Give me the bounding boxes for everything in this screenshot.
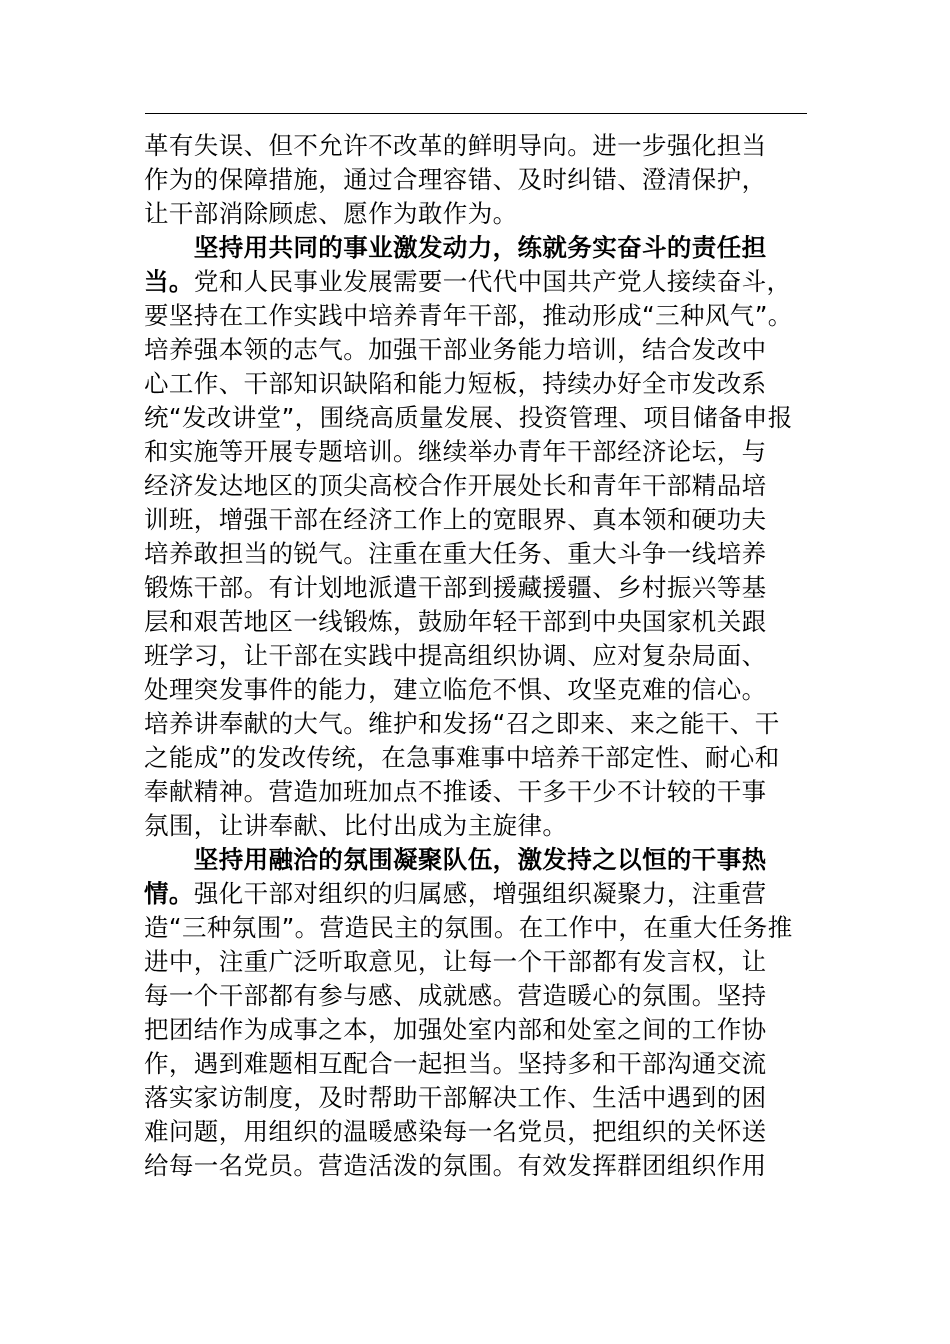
text-line [144, 503, 824, 537]
text-line [144, 1081, 824, 1115]
text-line [144, 945, 824, 979]
text-line [144, 707, 824, 741]
text-line [144, 741, 824, 775]
text-run: 奉献精神。营造加班加点不推诿、干多干少不计较的干事 [144, 777, 767, 806]
text-line [144, 1047, 824, 1081]
text-run: 心工作、干部知识缺陷和能力短板，持续办好全市发改系 [144, 369, 767, 398]
text-line [144, 265, 824, 299]
text-run: 培养强本领的志气。加强干部业务能力培训，结合发改中 [144, 335, 767, 364]
text-run: 氛围，让讲奉献、比付出成为主旋律。 [144, 811, 568, 840]
text-line [144, 367, 824, 401]
bold-heading-run: 情。 [144, 879, 194, 908]
text-line [144, 163, 824, 197]
text-run: 党和人民事业发展需要一代代中国共产党人接续奋斗， [193, 267, 792, 296]
text-run: 落实家访制度，及时帮助干部解决工作、生活中遇到的困 [144, 1083, 767, 1112]
text-run: 作为的保障措施，通过合理容错、及时纠错、澄清保护， [144, 165, 767, 194]
text-line [144, 401, 824, 435]
text-line [144, 843, 824, 877]
text-run: 要坚持在工作实践中培养青年干部，推动形成“三种风气”。 [144, 301, 793, 330]
bold-heading-run: 坚持用共同的事业激发动力，练就务实奋斗的责任担 [144, 233, 767, 262]
text-run: 给每一名党员。营造活泼的氛围。有效发挥群团组织作用 [144, 1151, 767, 1180]
text-run: 处理突发事件的能力，建立临危不惧、攻坚克难的信心。 [144, 675, 767, 704]
text-run: 进中，注重广泛听取意见，让每一个干部都有发言权，让 [144, 947, 767, 976]
bold-heading-run: 当。 [144, 267, 194, 296]
text-line [144, 673, 824, 707]
text-run: 把团结作为成事之本，加强处室内部和处室之间的工作协 [144, 1015, 767, 1044]
text-line [144, 979, 824, 1013]
text-run: 每一个干部都有参与感、成就感。营造暖心的氛围。坚持 [144, 981, 767, 1010]
text-run: 难问题，用组织的温暖感染每一名党员，把组织的关怀送 [144, 1117, 767, 1146]
text-line [144, 571, 824, 605]
text-run: 作，遇到难题相互配合一起担当。坚持多和干部沟通交流 [144, 1049, 767, 1078]
text-run: 之能成”的发改传统，在急事难事中培养干部定性、耐心和 [144, 743, 780, 772]
text-run: 和实施等开展专题培训。继续举办青年干部经济论坛，与 [144, 437, 767, 466]
text-run: 强化干部对组织的归属感，增强组织凝聚力，注重营 [193, 879, 767, 908]
text-run: 让干部消除顾虑、愿作为敢作为。 [144, 199, 518, 228]
text-run: 革有失误、但不允许不改革的鲜明导向。进一步强化担当 [144, 131, 767, 160]
text-line [144, 469, 824, 503]
text-run: 层和艰苦地区一线锻炼，鼓励年轻干部到中央国家机关跟 [144, 607, 767, 636]
text-line [144, 775, 824, 809]
text-line [144, 537, 824, 571]
text-line [144, 1013, 824, 1047]
text-run: 培养敢担当的锐气。注重在重大任务、重大斗争一线培养 [144, 539, 767, 568]
text-line [144, 299, 824, 333]
text-line [144, 605, 824, 639]
text-line [144, 1149, 824, 1183]
text-line [144, 911, 824, 945]
text-line [144, 877, 824, 911]
text-run: 统“发改讲堂”，围绕高质量发展、投资管理、项目储备申报 [144, 403, 793, 432]
text-run: 造“三种氛围”。营造民主的氛围。在工作中，在重大任务推 [144, 913, 793, 942]
text-line [144, 435, 824, 469]
text-line [144, 639, 824, 673]
text-line [144, 333, 824, 367]
text-line [144, 231, 824, 265]
bold-heading-run: 坚持用融洽的氛围凝聚队伍，激发持之以恒的干事热 [144, 845, 767, 874]
text-run: 班学习，让干部在实践中提高组织协调、应对复杂局面、 [144, 641, 767, 670]
text-run: 培养讲奉献的大气。维护和发扬“召之即来、来之能干、干 [144, 709, 780, 738]
text-line [144, 197, 824, 231]
document-body [144, 129, 824, 1183]
top-rule [145, 113, 807, 114]
text-run: 锻炼干部。有计划地派遣干部到援藏援疆、乡村振兴等基 [144, 573, 767, 602]
text-line [144, 1115, 824, 1149]
text-line [144, 129, 824, 163]
text-line [144, 809, 824, 843]
text-run: 经济发达地区的顶尖高校合作开展处长和青年干部精品培 [144, 471, 767, 500]
text-run: 训班，增强干部在经济工作上的宽眼界、真本领和硬功夫 [144, 505, 767, 534]
